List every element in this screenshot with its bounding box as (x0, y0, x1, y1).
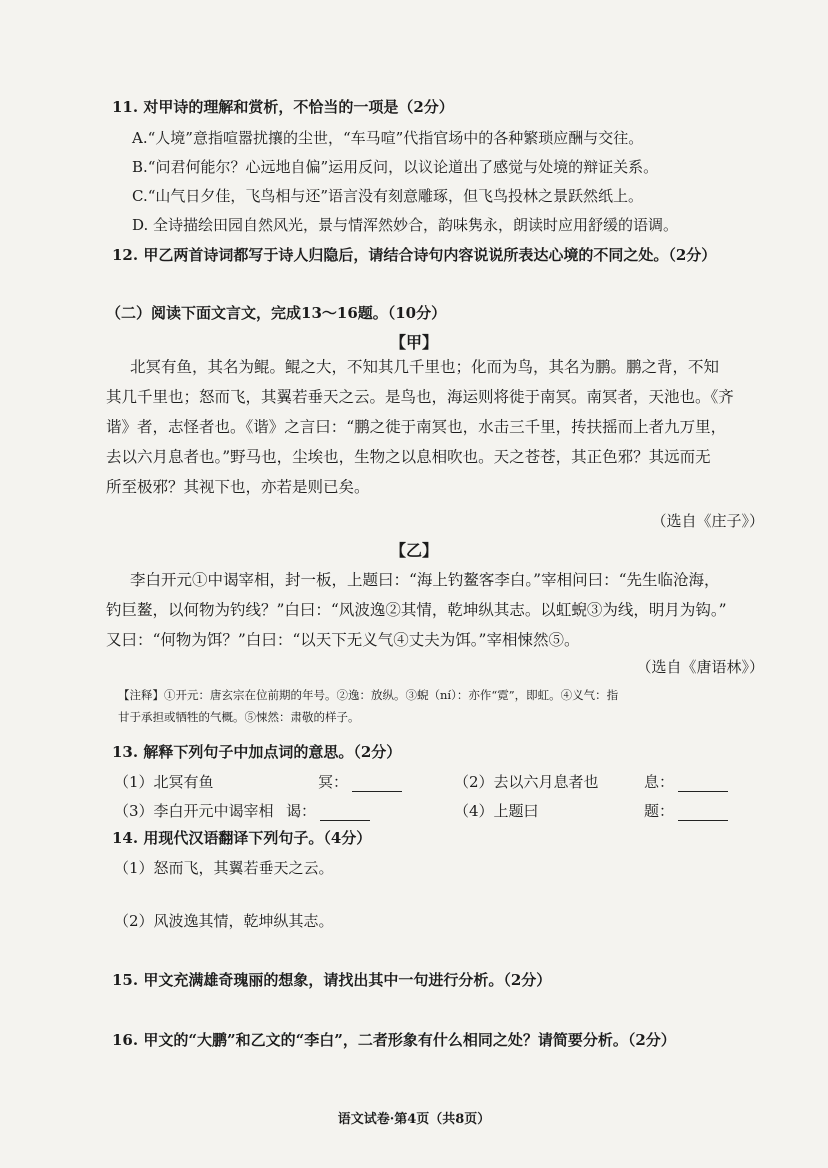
yi-title: 【乙】 (389, 541, 438, 560)
q12-stem: 12. 甲乙两首诗词都写于诗人归隐后，请结合诗句内容说说所表达心境的不同之处。（2分） (112, 246, 717, 264)
q13-item-4 (454, 801, 539, 821)
q13-sentence-4: （4）上题曰 (454, 802, 539, 820)
yi-source: （选自《唐语林》） (636, 658, 764, 676)
jia-line-4: 去以六月息者也。”野马也，尘埃也，生物之以息相吹也。天之苍苍，其正色邪？其远而无 (106, 448, 711, 466)
yi-line-3: 又曰：“何物为饵？”白曰：“以天下无义气④丈夫为饵。”宰相悚然⑤。 (106, 631, 580, 649)
q13-sentence-3: （3）李白开元中谒宰相 (114, 802, 274, 820)
yi-line-1: 李白开元①中谒宰相，封一板，上题曰：“海上钓鳌客李白。”宰相问曰：“先生临沧海， (130, 571, 720, 589)
q13-word-2: 息： (644, 773, 675, 791)
answer-blank[interactable] (678, 806, 728, 821)
q11-option-d: D. 全诗描绘田园自然风光，景与情浑然妙合，韵味隽永，朗读时应用舒缓的语调。 (132, 216, 679, 234)
q15-stem: 15. 甲文充满雄奇瑰丽的想象，请找出其中一句进行分析。（2分） (112, 971, 552, 989)
jia-passage (106, 352, 786, 502)
q14-sentence-1: （1）怒而飞，其翼若垂天之云。 (114, 859, 334, 877)
answer-blank[interactable] (320, 806, 370, 821)
jia-line-5: 所至极邪？其视下也，亦若是则已矣。 (106, 478, 370, 496)
q13-word-1: 冥： (318, 773, 349, 791)
q11-option-b: B.“问君何能尔？心远地自偏”运用反问，以议论道出了感觉与处境的辩证关系。 (132, 158, 659, 176)
jia-line-2: 其几千里也；怒而飞，其翼若垂天之云。是鸟也，海运则将徙于南冥。南冥者，天池也。《齐 (106, 388, 734, 406)
q13-sentence-1: （1）北冥有鱼 (114, 773, 214, 791)
note-line-1: 【注释】①开元：唐玄宗在位前期的年号。②逸：放纵。③蜺（ní）：亦作“霓”，即虹。④义气：指 (118, 688, 619, 702)
q14-sentence-2: （2）风波逸其情，乾坤纵其志。 (114, 912, 334, 930)
answer-blank[interactable] (352, 777, 402, 792)
q13-stem: 13. 解释下列句子中加点词的意思。（2分） (112, 743, 402, 761)
q13-item-3 (114, 801, 274, 821)
section2-intro: （二）阅读下面文言文，完成13～16题。（10分） (106, 304, 447, 322)
q13-answer-3 (286, 801, 370, 821)
annotations (118, 684, 778, 728)
jia-title: 【甲】 (389, 333, 438, 352)
q13-answer-2 (644, 772, 728, 792)
jia-source: （选自《庄子》） (651, 512, 764, 530)
jia-line-1: 北冥有鱼，其名为鲲。鲲之大，不知其几千里也；化而为鸟，其名为鹏。鹏之背，不知 (130, 358, 720, 376)
note-line-2: 甘于承担或牺牲的气概。⑤悚然：肃敬的样子。 (118, 710, 360, 724)
answer-blank[interactable] (678, 777, 728, 792)
q11-stem: 11. 对甲诗的理解和赏析，不恰当的一项是（2分） (112, 98, 454, 116)
q11-option-a: A.“人境”意指喧嚣扰攘的尘世，“车马喧”代指官场中的各种繁琐应酬与交往。 (132, 129, 644, 147)
q13-item-2 (454, 772, 599, 792)
q14-stem: 14. 用现代汉语翻译下列句子。（4分） (112, 829, 372, 847)
jia-line-3: 谐》者，志怪者也。《谐》之言曰：“鹏之徙于南冥也，水击三千里，抟扶摇而上者九万里， (106, 418, 727, 436)
yi-line-2: 钓巨鳌，以何物为钓线？”白曰：“风波逸②其情，乾坤纵其志。以虹蜺③为线，明月为钩。” (106, 601, 727, 619)
q13-answer-1 (318, 772, 402, 792)
q13-item-1 (114, 772, 214, 792)
page-footer: 语文试卷·第4页（共8页） (337, 1112, 491, 1127)
q13-answer-4 (644, 801, 728, 821)
q13-word-3: 谒： (286, 802, 317, 820)
q13-word-4: 题： (644, 802, 675, 820)
q13-sentence-2: （2）去以六月息者也 (454, 773, 599, 791)
q16-stem: 16. 甲文的“大鹏”和乙文的“李白”，二者形象有什么相同之处？请简要分析。（2分） (112, 1031, 676, 1049)
yi-passage (106, 565, 786, 655)
q11-option-c: C.“山气日夕佳，飞鸟相与还”语言没有刻意雕琢，但飞鸟投林之景跃然纸上。 (132, 187, 644, 205)
